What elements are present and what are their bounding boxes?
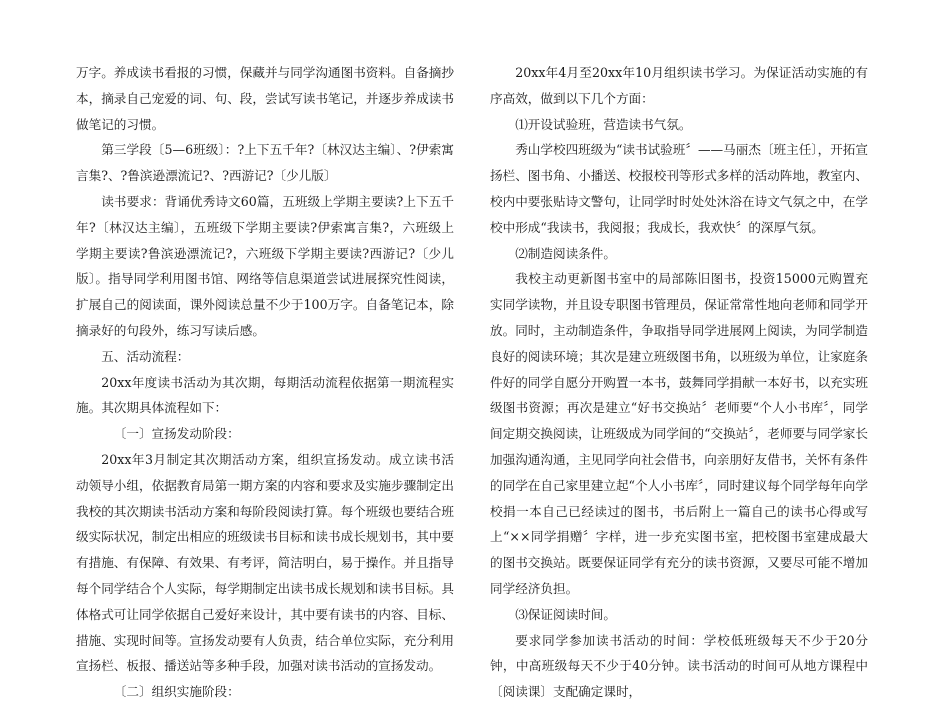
paragraph: 要求同学参加读书活动的时间：学校低班级每天不少于20分钟，中高班级每天不少于40分钟。读书活动的时间可从地方课程中〔阅读课〕支配确定课时， xyxy=(490,632,868,700)
subsection-heading: 〔一〕宣扬发动阶段： xyxy=(113,426,240,442)
paragraph: 第三学段〔5—6班级〕：?上下五千年?〔林汉达主编〕、?伊索寓言集?、?鲁滨逊漂流记?、?西游记?〔少儿版〕 xyxy=(76,142,454,184)
paragraph: 20xx年4月至20xx年10月组织读书学习。为保证活动实施的有序高效，做到以下几个方面： xyxy=(490,65,868,106)
paragraph: 20xx年3月制定其次期活动方案，组织宣扬发动。成立读书活动领导小组，依据教育局第一期方案的内容和要求及实施步骤制定出我校的其次期读书活动方案和每阶段阅读打算。每个班级也要结合班级实际状况，制定出相应的班级读书目标和读书成长规划书，其中要有措施、有保障、有效果、有考评，简洁明白，易于操作。并且指导每个同学结合个人实际，每学期制定出读书成长规划和读书目标。具体格式可让同学依据自己爱好来设计，其中要有读书的内容、目标、措施、实现时间等。宣扬发动要有人负责，结合单位实际，充分利用宣扬栏、板报、播送站等多种手段，加强对读书活动的宣扬发动。 xyxy=(76,451,454,674)
list-item-heading: ⑵制造阅读条件。 xyxy=(515,245,616,261)
paragraph: 我校主动更新图书室中的局部陈旧图书，投资15000元购置充实同学读物，并且设专职图书管理员，保证常常性地向老师和同学开放。同时，主动制造条件，争取指导同学进展网上阅读，为同学制造良好的阅读环境；其次是建立班级图书角，以班级为单位，让家庭条件好的同学自愿分开购置一本书，鼓舞同学捐献一本好书，以充实班级图书资源；再次是建立“好书交换站〞老师要“个人小书库〞，同学间定期交换阅读，让班级成为同学间的“交换站〞，老师要与同学家长加强沟通沟通，主见同学向社会借书，向亲朋好友借书，关怀有条件的同学在自己家里建立起“个人小书库〞，同时建议每个同学每年向学校捐一本自己已经读过的图书，书后附上一篇自己的读书心得或写上“××同学捐赠〞字样，进一步充实图书室，把校图书室建成最大的图书交换站。既要保证同学有充分的读书资源，又要尽可能不增加同学经济负担。 xyxy=(490,271,868,596)
section-heading: 五、活动流程： xyxy=(101,348,190,364)
paragraph: 读书要求：背诵优秀诗文60篇，五班级上学期主要读?上下五千年?〔林汉达主编〕，五班级下学期主要读?伊索寓言集?，六班级上学期主要读?鲁滨逊漂流记?，六班级下学期主要读?西游记?〔少儿版〕。指导同学利用图书馆、网络等信息渠道尝试进展探究性阅读，扩展自己的阅读面，课外阅读总量不少于100万字。自备笔记本，除摘录好的句段外，练习写读后感。 xyxy=(76,193,454,338)
left-column xyxy=(76,60,454,705)
subsection-heading: 〔二〕组织实施阶段： xyxy=(113,684,240,700)
list-item-heading: ⑴开设试验班，营造读书气氛。 xyxy=(515,116,692,132)
right-column xyxy=(490,60,868,705)
paragraph: 秀山学校四班级为“读书试验班〞——马丽杰〔班主任〕，开拓宣扬栏、图书角、小播送、校报校刊等形式多样的活动阵地，教室内、校内中要张贴诗文警句，让同学时时处处沐浴在诗文气氛之中，在学校中形成“我读书，我阅报；我成长，我欢快〞的深厚气氛。 xyxy=(490,142,868,235)
paragraph: 万字。养成读书看报的习惯，保藏并与同学沟通图书资料。自备摘抄本，摘录自己宠爱的词、句、段，尝试写读书笔记，并逐步养成读书做笔记的习惯。 xyxy=(76,65,454,132)
list-item-heading: ⑶保证阅读时间。 xyxy=(515,606,616,622)
paragraph: 20xx年度读书活动为其次期，每期活动流程依据第一期流程实施。其次期具体流程如下： xyxy=(76,374,454,416)
